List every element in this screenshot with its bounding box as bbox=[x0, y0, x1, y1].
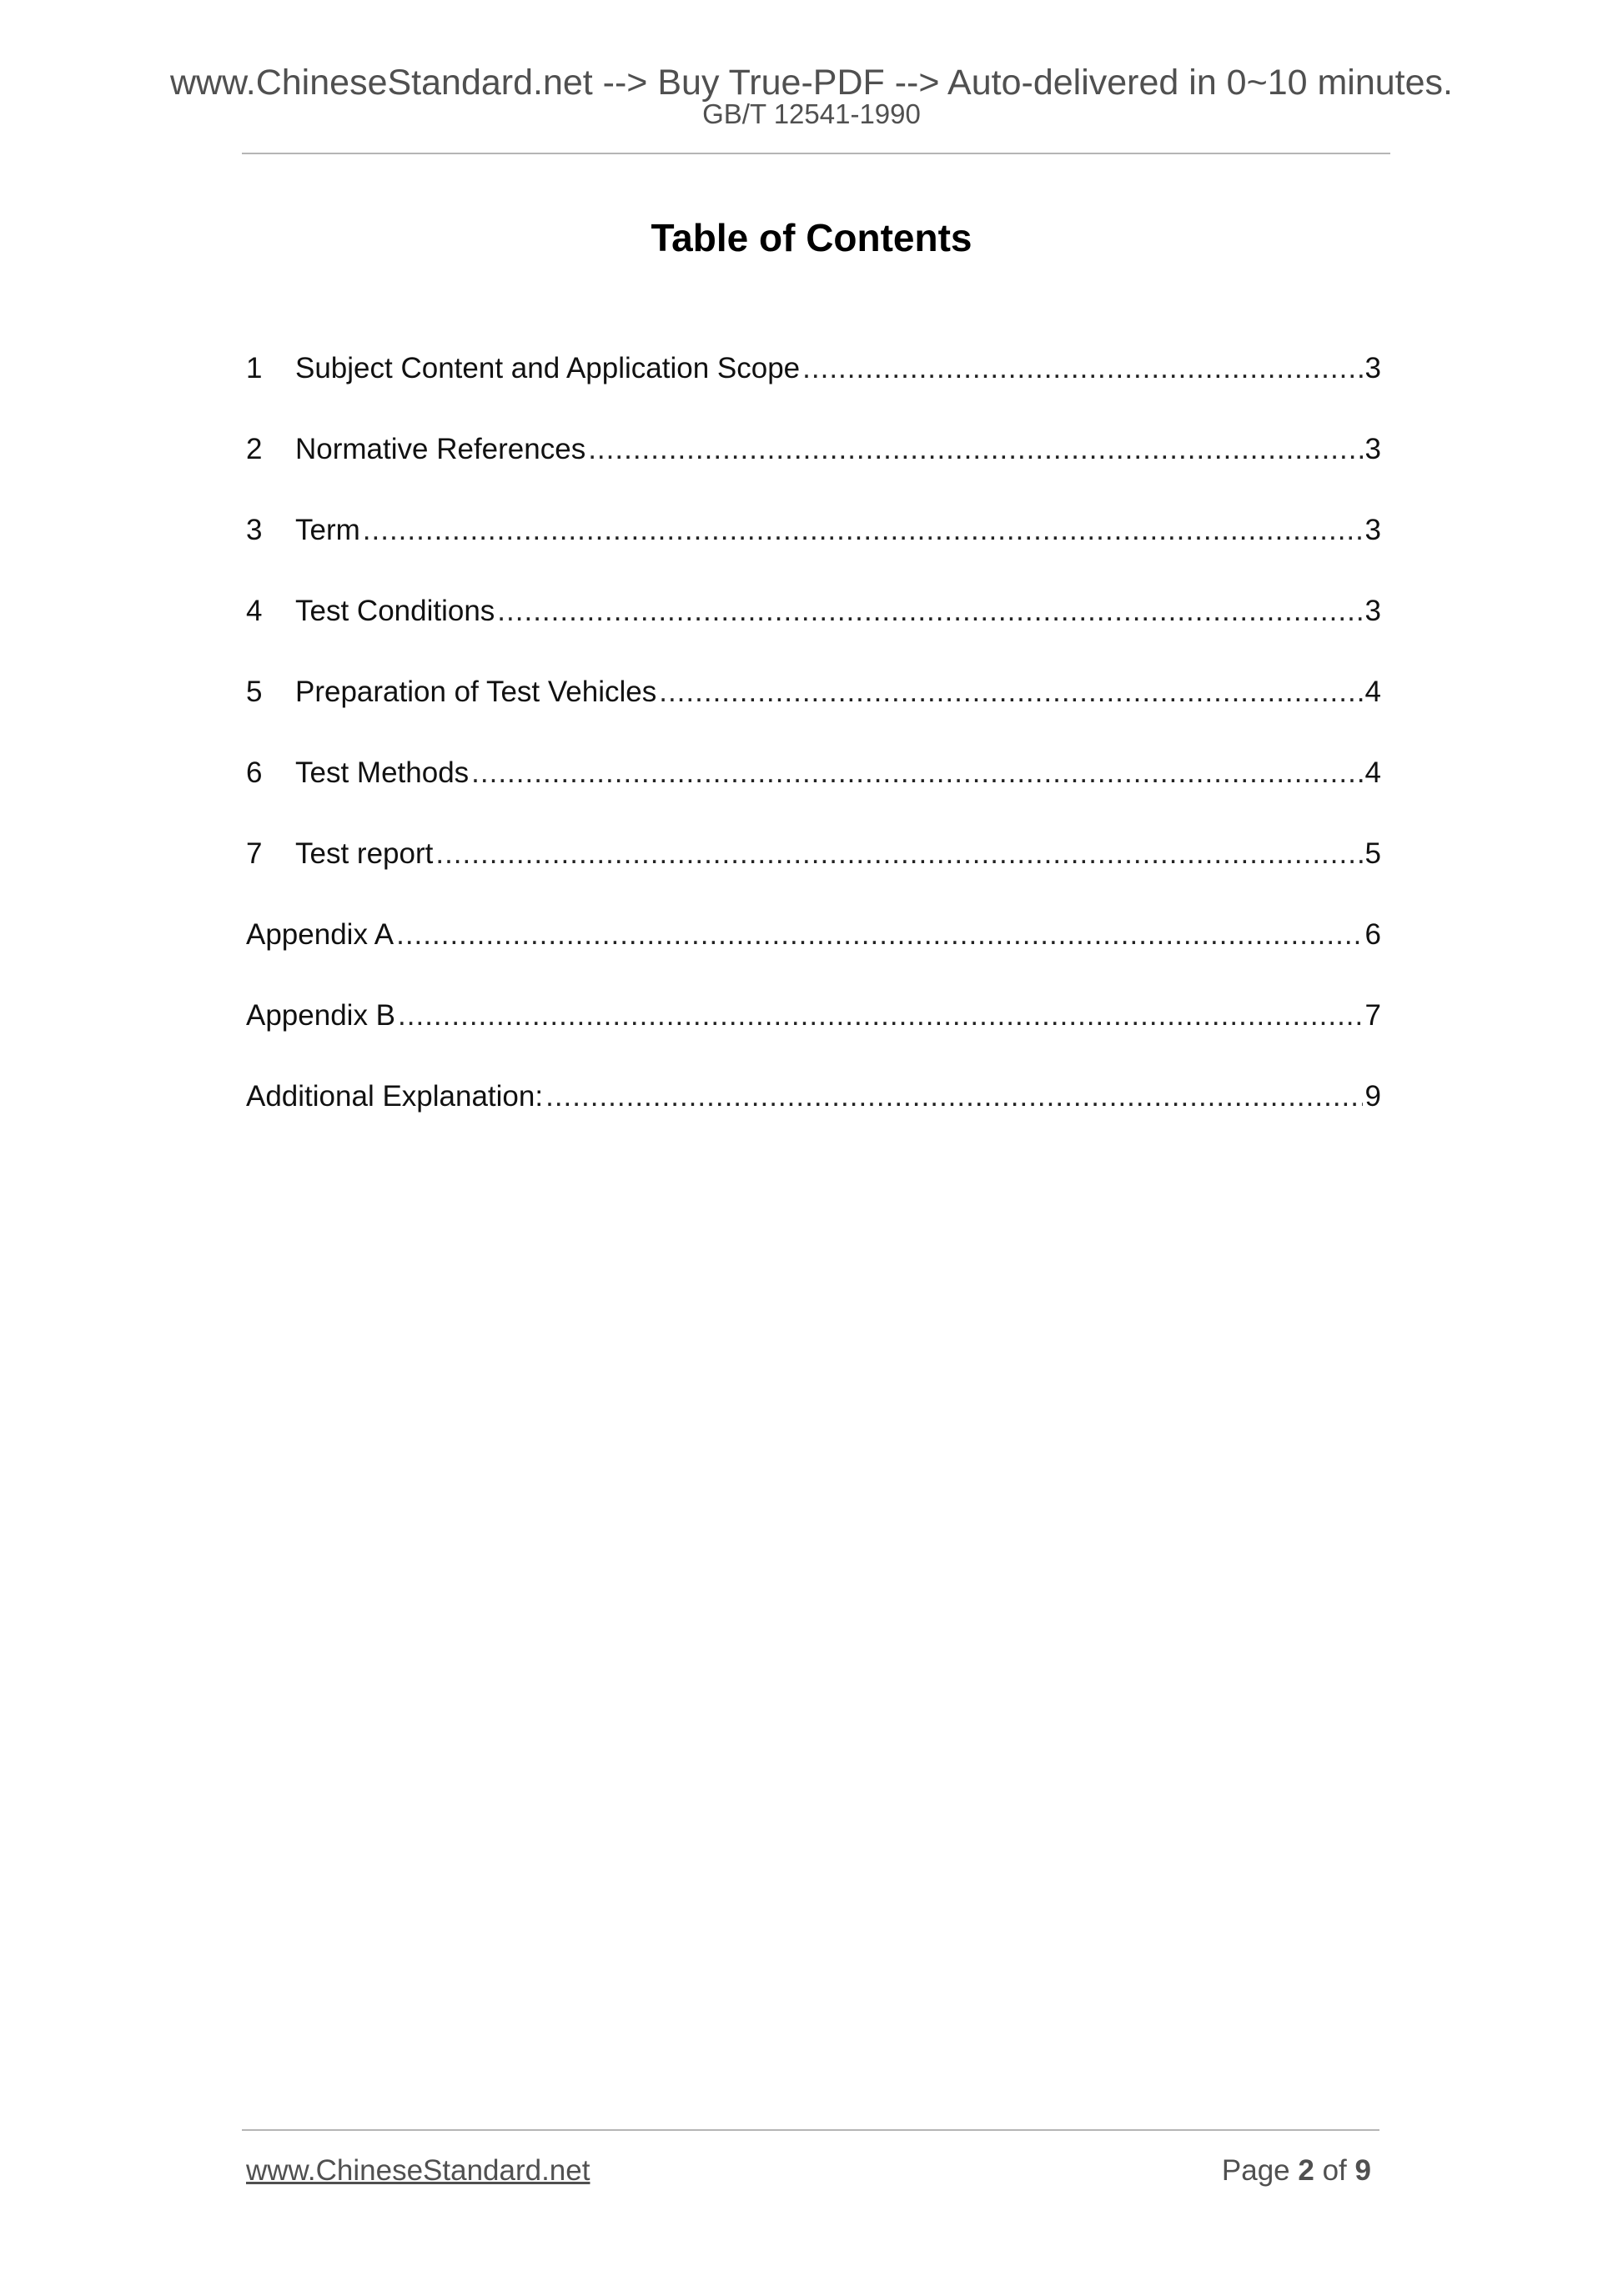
toc-entry-page: 3 bbox=[1364, 595, 1381, 627]
toc-dot-leader bbox=[545, 1080, 1362, 1113]
toc-entry-title: Term bbox=[295, 514, 360, 546]
toc-dot-leader bbox=[396, 918, 1362, 952]
toc-entry-number: 5 bbox=[246, 676, 263, 708]
toc-entry-page: 5 bbox=[1364, 837, 1381, 870]
toc-dot-leader bbox=[398, 999, 1363, 1032]
toc-list bbox=[246, 352, 1381, 1161]
toc-dot-leader bbox=[588, 433, 1362, 466]
toc-entry-page: 3 bbox=[1364, 514, 1381, 546]
page-total: 9 bbox=[1354, 2154, 1371, 2187]
footer-site-link[interactable]: www.ChineseStandard.net bbox=[246, 2154, 590, 2187]
toc-entry-title: Preparation of Test Vehicles bbox=[295, 676, 657, 708]
toc-entry-term[interactable] bbox=[246, 514, 1381, 595]
page-indicator bbox=[1222, 2156, 1371, 2185]
toc-entry-title: Test Methods bbox=[295, 756, 470, 789]
toc-entry-title: Additional Explanation: bbox=[246, 1080, 544, 1113]
toc-entry-number: 4 bbox=[246, 595, 263, 627]
footer-divider bbox=[242, 2129, 1379, 2131]
toc-entry-page: 6 bbox=[1364, 918, 1381, 951]
toc-entry-page: 9 bbox=[1364, 1080, 1381, 1113]
toc-dot-leader bbox=[659, 676, 1362, 709]
toc-dot-leader bbox=[435, 837, 1362, 871]
toc-entry-number: 7 bbox=[246, 837, 263, 870]
toc-entry-page: 3 bbox=[1364, 433, 1381, 465]
site-banner: www.ChineseStandard.net --> Buy True-PDF --> Auto-delivered in 0~10 minutes. bbox=[169, 63, 1453, 103]
toc-entry-appendix-b[interactable] bbox=[246, 999, 1381, 1080]
toc-entry-page: 4 bbox=[1364, 756, 1381, 789]
toc-entry-title: Appendix B bbox=[246, 999, 396, 1032]
toc-entry-title: Test report bbox=[295, 837, 434, 870]
page-current: 2 bbox=[1298, 2154, 1314, 2187]
page-title: Table of Contents bbox=[651, 216, 972, 259]
toc-entry-number: 3 bbox=[246, 514, 263, 546]
toc-entry-additional-explanation[interactable] bbox=[246, 1080, 1381, 1161]
header-divider bbox=[242, 153, 1390, 154]
page-of-label: of bbox=[1322, 2154, 1347, 2187]
toc-entry-page: 7 bbox=[1364, 999, 1381, 1032]
document-code: GB/T 12541-1990 bbox=[702, 98, 921, 129]
toc-dot-leader bbox=[471, 756, 1362, 790]
toc-entry-number: 6 bbox=[246, 756, 263, 789]
toc-entry-normative-references[interactable] bbox=[246, 433, 1381, 514]
toc-dot-leader bbox=[497, 595, 1362, 628]
toc-entry-title: Subject Content and Application Scope bbox=[295, 352, 801, 384]
toc-entry-test-conditions[interactable] bbox=[246, 595, 1381, 676]
toc-entry-subject-scope[interactable] bbox=[246, 352, 1381, 433]
toc-entry-number: 1 bbox=[246, 352, 263, 384]
toc-entry-number: 2 bbox=[246, 433, 263, 465]
toc-entry-test-report[interactable] bbox=[246, 837, 1381, 918]
toc-dot-leader bbox=[363, 514, 1363, 547]
toc-dot-leader bbox=[802, 352, 1362, 385]
toc-entry-appendix-a[interactable] bbox=[246, 918, 1381, 999]
page-label: Page bbox=[1221, 2154, 1290, 2187]
toc-entry-page: 4 bbox=[1364, 676, 1381, 708]
toc-entry-title: Appendix A bbox=[246, 918, 394, 951]
toc-entry-title: Test Conditions bbox=[295, 595, 495, 627]
toc-entry-title: Normative References bbox=[295, 433, 586, 465]
toc-entry-test-methods[interactable] bbox=[246, 756, 1381, 837]
toc-entry-preparation-vehicles[interactable] bbox=[246, 676, 1381, 756]
toc-entry-page: 3 bbox=[1364, 352, 1381, 384]
